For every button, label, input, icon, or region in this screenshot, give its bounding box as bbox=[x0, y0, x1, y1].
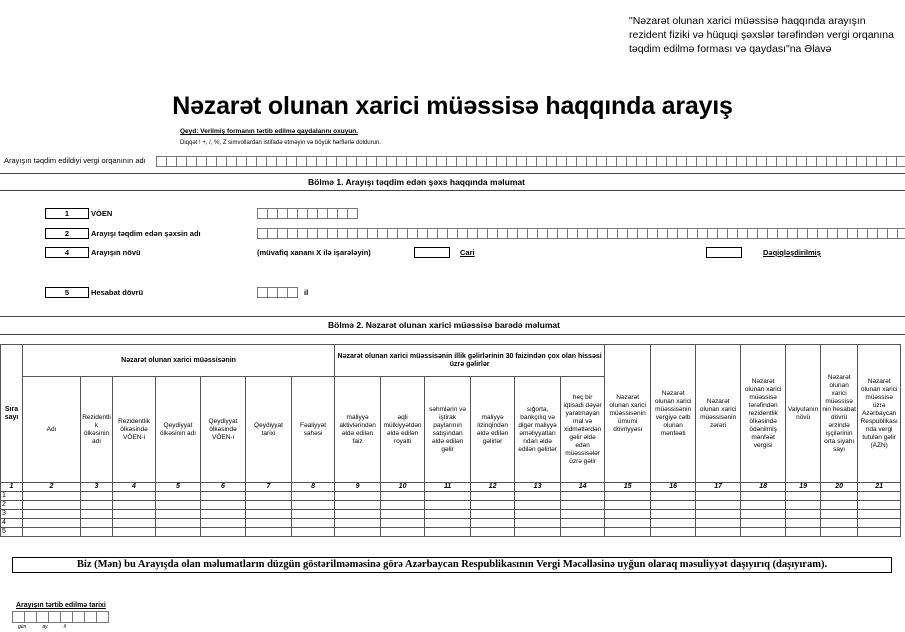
table-cell[interactable] bbox=[471, 528, 515, 537]
col-header: Qeydiyyat ölkəsinin adı bbox=[156, 377, 201, 483]
table-cell[interactable] bbox=[515, 528, 561, 537]
table-cell[interactable] bbox=[23, 519, 81, 528]
row-number-header: Sıra sayı bbox=[1, 345, 23, 483]
col-header: Nəzarət olunan xarici müəssisə üzrə Azərbaycan Respublikası nda vergi tutulan gəlir (AZN) bbox=[858, 345, 901, 483]
row-number: 4 bbox=[1, 519, 23, 528]
col-header: Rezidentli k ölkəsinin adı bbox=[81, 377, 113, 483]
table-cell[interactable] bbox=[651, 492, 696, 501]
year-suffix: il bbox=[304, 288, 309, 297]
table-cell[interactable] bbox=[786, 528, 821, 537]
table-cell[interactable] bbox=[292, 501, 335, 510]
divider bbox=[0, 316, 905, 317]
current-checkbox[interactable] bbox=[414, 247, 450, 258]
field-label-period: Hesabat dövrü bbox=[91, 288, 144, 297]
table-cell[interactable] bbox=[425, 492, 471, 501]
col-header: heç bir iqtisadi dəyər yaratmayan mal və xidmətlərdən gəlir əldə edən müəssisələr üzrə gəlir bbox=[561, 377, 605, 483]
appendix-note: "Nəzarət olunan xarici müəssisə haqqında arayışın rezident fiziki və hüquqi şəxslər tərəfindən vergi orqanına təqdim edilmə forması və qaydası"na Əlavə bbox=[629, 15, 894, 55]
col-number: 6 bbox=[201, 483, 246, 492]
table-cell[interactable] bbox=[81, 510, 113, 519]
table-cell[interactable] bbox=[201, 528, 246, 537]
table-cell[interactable] bbox=[113, 519, 156, 528]
table-row bbox=[1, 510, 901, 519]
section2-title: Bölmə 2. Nəzarət olunan xarici müəssisə barədə məlumat bbox=[328, 320, 560, 330]
col-header: Valyutanın növü bbox=[786, 345, 821, 483]
field-label-report-type: Arayışın növü bbox=[91, 248, 141, 257]
table-cell[interactable] bbox=[858, 528, 901, 537]
col-header: Nəzarət olunan xarici müəssisə nin hesabat dövrü ərzində işçilərinin orta siyahı sayı bbox=[821, 345, 858, 483]
cfc-table bbox=[0, 344, 901, 537]
date-input[interactable] bbox=[12, 611, 108, 623]
col-number: 18 bbox=[741, 483, 786, 492]
group-header-cfc: Nəzarət olunan xarici müəssisənin bbox=[23, 345, 335, 377]
col-number: 2 bbox=[23, 483, 81, 492]
table-cell[interactable] bbox=[696, 501, 741, 510]
col-number: 8 bbox=[292, 483, 335, 492]
col-header: Fəaliyyət sahəsi bbox=[292, 377, 335, 483]
table-cell[interactable] bbox=[156, 519, 201, 528]
table-cell[interactable] bbox=[335, 519, 381, 528]
table-cell[interactable] bbox=[651, 510, 696, 519]
table-cell[interactable] bbox=[23, 501, 81, 510]
col-header: maliyyə aktivlərindən əldə edilən faiz bbox=[335, 377, 381, 483]
table-cell[interactable] bbox=[425, 501, 471, 510]
table-cell[interactable] bbox=[335, 528, 381, 537]
table-cell[interactable] bbox=[741, 501, 786, 510]
table-cell[interactable] bbox=[23, 528, 81, 537]
table-row bbox=[1, 492, 901, 501]
char-box[interactable] bbox=[347, 208, 358, 219]
table-cell[interactable] bbox=[81, 519, 113, 528]
table-cell[interactable] bbox=[821, 501, 858, 510]
row-number: 5 bbox=[1, 528, 23, 537]
divider bbox=[0, 190, 905, 191]
table-cell[interactable] bbox=[381, 519, 425, 528]
note-sub: Diqqət ! +, /, %, Z simvollardan istifadə etməyin və böyük hərflərlə doldurun. bbox=[180, 140, 381, 146]
table-cell[interactable] bbox=[786, 492, 821, 501]
char-box[interactable] bbox=[96, 611, 109, 623]
divider bbox=[0, 173, 905, 174]
table-cell[interactable] bbox=[471, 510, 515, 519]
table-cell[interactable] bbox=[335, 501, 381, 510]
col-header: Nəzarət olunan xarici müəssisənin zərəri bbox=[696, 345, 741, 483]
section1-title: Bölmə 1. Arayışı təqdim edən şəxs haqqında məlumat bbox=[308, 177, 525, 187]
table-cell[interactable] bbox=[246, 492, 292, 501]
col-number: 19 bbox=[786, 483, 821, 492]
table-cell[interactable] bbox=[246, 528, 292, 537]
col-number: 20 bbox=[821, 483, 858, 492]
table-row bbox=[1, 519, 901, 528]
table-cell[interactable] bbox=[471, 519, 515, 528]
period-year-input[interactable] bbox=[257, 287, 297, 298]
group-header-income: Nəzarət olunan xarici müəssisənin illik gəlirlərinin 30 faizindən çox olan hissəsi üzrə gəlirlər bbox=[335, 345, 605, 377]
col-header: Qeydiyyat tarixi bbox=[246, 377, 292, 483]
char-box[interactable] bbox=[896, 156, 905, 167]
date-part-day: gün bbox=[18, 624, 27, 630]
col-number: 16 bbox=[651, 483, 696, 492]
date-label: Arayışın tərtib edilmə tarixi bbox=[16, 602, 106, 609]
table-cell[interactable] bbox=[425, 528, 471, 537]
col-number: 11 bbox=[425, 483, 471, 492]
table-cell[interactable] bbox=[156, 492, 201, 501]
col-number: 10 bbox=[381, 483, 425, 492]
date-part-month: ay bbox=[42, 624, 48, 630]
voen-input[interactable] bbox=[257, 208, 357, 219]
table-cell[interactable] bbox=[696, 510, 741, 519]
table-cell[interactable] bbox=[201, 501, 246, 510]
table-cell[interactable] bbox=[858, 492, 901, 501]
table-cell[interactable] bbox=[425, 510, 471, 519]
table-cell[interactable] bbox=[605, 510, 651, 519]
table-row bbox=[1, 501, 901, 510]
col-header: Nəzarət olunan xarici müəssisənin vergiyə cəlb olunan mənfəəti bbox=[651, 345, 696, 483]
table-cell[interactable] bbox=[696, 519, 741, 528]
table-cell[interactable] bbox=[292, 519, 335, 528]
row-number: 1 bbox=[1, 492, 23, 501]
char-box[interactable] bbox=[287, 287, 298, 298]
table-cell[interactable] bbox=[23, 492, 81, 501]
table-cell[interactable] bbox=[786, 501, 821, 510]
field-number: 5 bbox=[45, 287, 89, 298]
divider bbox=[0, 334, 905, 335]
report-type-hint: (müvafiq xananı X ilə işarələyin) bbox=[257, 248, 371, 257]
table-cell[interactable] bbox=[605, 528, 651, 537]
table-cell[interactable] bbox=[381, 510, 425, 519]
table-cell[interactable] bbox=[605, 519, 651, 528]
col-number: 13 bbox=[515, 483, 561, 492]
table-cell[interactable] bbox=[561, 528, 605, 537]
table-cell[interactable] bbox=[786, 510, 821, 519]
col-number: 5 bbox=[156, 483, 201, 492]
table-cell[interactable] bbox=[156, 501, 201, 510]
table-cell[interactable] bbox=[741, 519, 786, 528]
col-number: 14 bbox=[561, 483, 605, 492]
declaration: Biz (Mən) bu Arayışda olan məlumatların düzgün göstərilməməsinə görə Azərbaycan Respublikasının Vergi Məcəlləsinə uyğun olaraq məsuliyyət daşıyırıq (daşıyıram). bbox=[12, 557, 892, 573]
col-header: Qeydiyyat ölkəsində VÖEN-i bbox=[201, 377, 246, 483]
tax-authority-input[interactable] bbox=[156, 156, 905, 167]
table-cell[interactable] bbox=[335, 492, 381, 501]
col-header: Nəzarət olunan xarici müəssisə tərəfindən rezidentlik ölkəsində ödənilmiş mənfəət vergisi bbox=[741, 345, 786, 483]
table-cell[interactable] bbox=[113, 501, 156, 510]
table-cell[interactable] bbox=[425, 519, 471, 528]
col-number: 15 bbox=[605, 483, 651, 492]
date-part-year: il bbox=[63, 624, 66, 630]
table-cell[interactable] bbox=[741, 528, 786, 537]
table-cell[interactable] bbox=[561, 501, 605, 510]
col-number: 3 bbox=[81, 483, 113, 492]
table-cell[interactable] bbox=[201, 492, 246, 501]
table-cell[interactable] bbox=[156, 528, 201, 537]
field-number: 2 bbox=[45, 228, 89, 239]
date-parts bbox=[18, 624, 66, 630]
table-cell[interactable] bbox=[246, 510, 292, 519]
field-label-submitter-name: Arayışı təqdim edən şəxsin adı bbox=[91, 229, 201, 238]
table-cell[interactable] bbox=[605, 501, 651, 510]
tax-authority-label: Arayışın təqdim edildiyi vergi orqanının adı bbox=[4, 156, 146, 165]
table-cell[interactable] bbox=[605, 492, 651, 501]
table-cell[interactable] bbox=[471, 501, 515, 510]
field-number: 4 bbox=[45, 247, 89, 258]
submitter-name-input[interactable] bbox=[257, 228, 905, 239]
table-cell[interactable] bbox=[381, 492, 425, 501]
corrected-checkbox[interactable] bbox=[706, 247, 742, 258]
table-cell[interactable] bbox=[858, 519, 901, 528]
field-number: 1 bbox=[45, 208, 89, 219]
table-cell[interactable] bbox=[246, 519, 292, 528]
table-row bbox=[1, 528, 901, 537]
current-label: Cari bbox=[460, 248, 475, 257]
col-header: Rezidentlik ölkəsində VÖEN-i bbox=[113, 377, 156, 483]
table-cell[interactable] bbox=[292, 510, 335, 519]
table-cell[interactable] bbox=[651, 528, 696, 537]
page-title: Nəzarət olunan xarici müəssisə haqqında arayış bbox=[172, 92, 733, 120]
col-header: səhmlərin və iştirak paylarının satışından əldə edilən gəlir bbox=[425, 377, 471, 483]
col-number: 21 bbox=[858, 483, 901, 492]
table-cell[interactable] bbox=[858, 501, 901, 510]
table-cell[interactable] bbox=[246, 501, 292, 510]
table-cell[interactable] bbox=[113, 492, 156, 501]
table-cell[interactable] bbox=[381, 528, 425, 537]
col-number: 4 bbox=[113, 483, 156, 492]
table-cell[interactable] bbox=[23, 510, 81, 519]
table-cell[interactable] bbox=[821, 519, 858, 528]
col-number: 17 bbox=[696, 483, 741, 492]
row-number: 3 bbox=[1, 510, 23, 519]
table-cell[interactable] bbox=[156, 510, 201, 519]
corrected-label: Dəqiqləşdirilmiş bbox=[763, 248, 821, 257]
field-label-voen: VÖEN bbox=[91, 209, 113, 218]
table-cell[interactable] bbox=[335, 510, 381, 519]
table-cell[interactable] bbox=[821, 528, 858, 537]
row-number: 2 bbox=[1, 501, 23, 510]
table-cell[interactable] bbox=[81, 501, 113, 510]
table-cell[interactable] bbox=[651, 501, 696, 510]
col-header: sığorta, bankçılıq və digər maliyyə əməliyyatları ndan əldə edilən gəlirlər bbox=[515, 377, 561, 483]
table-cell[interactable] bbox=[81, 528, 113, 537]
table-cell[interactable] bbox=[741, 510, 786, 519]
col-number: 7 bbox=[246, 483, 292, 492]
table-cell[interactable] bbox=[821, 492, 858, 501]
col-header: Adı bbox=[23, 377, 81, 483]
table-cell[interactable] bbox=[515, 519, 561, 528]
table-cell[interactable] bbox=[561, 519, 605, 528]
table-cell[interactable] bbox=[81, 492, 113, 501]
char-box[interactable] bbox=[897, 228, 905, 239]
table-cell[interactable] bbox=[515, 510, 561, 519]
table-cell[interactable] bbox=[515, 492, 561, 501]
table-cell[interactable] bbox=[113, 528, 156, 537]
table-cell[interactable] bbox=[741, 492, 786, 501]
col-number: 12 bbox=[471, 483, 515, 492]
col-header: əqli mülkiyyətdən əldə edilən royalti bbox=[381, 377, 425, 483]
note-main[interactable]: Qeyd: Verilmiş formanın tərtib edilmə qaydalarını oxuyun. bbox=[180, 128, 359, 135]
table-cell[interactable] bbox=[651, 519, 696, 528]
table-cell[interactable] bbox=[821, 510, 858, 519]
col-header: Nəzarət olunan xarici müəssisənin ümumi dövriyyəsi bbox=[605, 345, 651, 483]
table-cell[interactable] bbox=[858, 510, 901, 519]
table-cell[interactable] bbox=[292, 528, 335, 537]
table-cell[interactable] bbox=[381, 501, 425, 510]
col-header: maliyyə lizinqindən əldə edilən gəlirlər bbox=[471, 377, 515, 483]
table-cell[interactable] bbox=[696, 528, 741, 537]
table-cell[interactable] bbox=[113, 510, 156, 519]
table-cell[interactable] bbox=[201, 519, 246, 528]
col-number: 1 bbox=[1, 483, 23, 492]
table-cell[interactable] bbox=[471, 492, 515, 501]
table-cell[interactable] bbox=[561, 510, 605, 519]
table-cell[interactable] bbox=[201, 510, 246, 519]
table-cell[interactable] bbox=[696, 492, 741, 501]
table-cell[interactable] bbox=[786, 519, 821, 528]
table-cell[interactable] bbox=[292, 492, 335, 501]
table-cell[interactable] bbox=[515, 501, 561, 510]
table-cell[interactable] bbox=[561, 492, 605, 501]
col-number: 9 bbox=[335, 483, 381, 492]
